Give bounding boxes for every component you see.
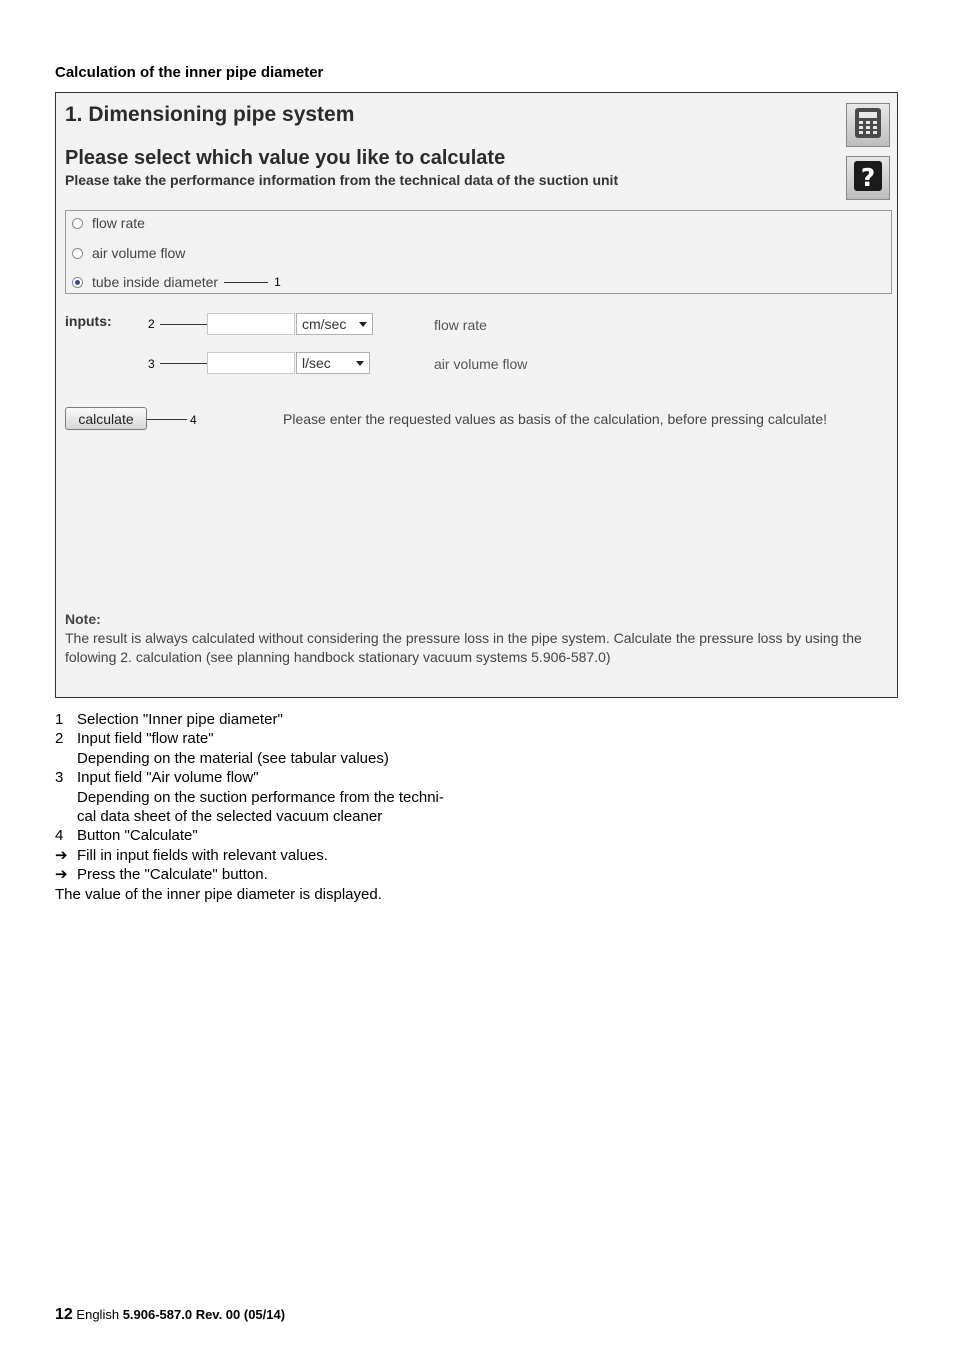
radio-label: air volume flow: [92, 245, 186, 261]
select-value: cm/sec: [302, 316, 347, 332]
callout-line: [224, 282, 268, 283]
status-message: Please enter the requested values as basis of the calculation, before pressing calculate!: [283, 411, 827, 427]
inputs-label: inputs:: [65, 313, 112, 329]
section-title: Calculation of the inner pipe diameter: [55, 64, 324, 81]
legend-row: 3 Input field "Air volume flow": [55, 769, 259, 787]
legend-row: 1 Selection "Inner pipe diameter": [55, 711, 283, 728]
page-footer: [55, 1306, 285, 1324]
radio-option-air-volume-flow[interactable]: [72, 244, 185, 262]
calculate-button[interactable]: calculate: [65, 407, 147, 430]
flow-rate-label: flow rate: [434, 317, 487, 333]
chevron-down-icon: [356, 361, 364, 366]
calculator-icon: [854, 107, 882, 144]
legend-row: 2 Input field "flow rate": [55, 730, 214, 748]
radio-button[interactable]: [72, 218, 83, 229]
flow-rate-input[interactable]: [207, 313, 295, 335]
radio-option-tube-inside-diameter[interactable]: [72, 273, 281, 291]
note-text: The result is always calculated without considering the pressure loss in the pipe system. Calculate the pressure loss by using the folowing 2. calculation (see planning handbock stationary vacuum systems 5.906-587.0): [65, 630, 862, 665]
note-title: Note:: [65, 611, 101, 627]
flow-rate-unit-select[interactable]: [296, 313, 373, 335]
question-mark-icon: [853, 160, 883, 197]
footer-language: English: [76, 1307, 120, 1322]
document-number: 5.906-587.0 Rev. 00 (05/14): [122, 1307, 286, 1322]
legend-row: Depending on the material (see tabular values): [77, 749, 389, 767]
svg-text:?: ?: [860, 162, 876, 192]
air-volume-flow-input[interactable]: [207, 352, 295, 374]
app-hint: Please take the performance information from the technical data of the suction unit: [65, 172, 619, 188]
air-volume-flow-unit-select[interactable]: [296, 352, 370, 374]
chevron-down-icon: [359, 322, 367, 327]
callout-4: 4: [190, 413, 197, 427]
calculator-button[interactable]: [846, 103, 890, 147]
air-volume-flow-label: air volume flow: [434, 356, 528, 372]
callout-line: [147, 419, 187, 420]
select-value: l/sec: [302, 355, 331, 371]
arrow-icon: ➔: [55, 866, 68, 884]
callout-1: 1: [274, 275, 281, 289]
app-screenshot: [55, 92, 898, 698]
legend-row: Depending on the suction performance from the techni-: [77, 788, 444, 806]
legend-row: 4 Button "Calculate": [55, 827, 198, 845]
radio-label: flow rate: [92, 215, 145, 231]
radio-option-flow-rate[interactable]: [72, 214, 145, 232]
result-text: The value of the inner pipe diameter is displayed.: [55, 885, 382, 903]
radio-button[interactable]: [72, 248, 83, 259]
instruction-step: ➔ Fill in input fields with relevant values.: [55, 846, 328, 864]
instruction-step: ➔ Press the "Calculate" button.: [55, 866, 268, 884]
app-subtitle: Please select which value you like to calculate: [65, 147, 506, 169]
radio-label: tube inside diameter: [92, 274, 219, 290]
help-button[interactable]: [846, 156, 890, 200]
page-number: 12: [55, 1306, 73, 1323]
legend: [55, 710, 444, 904]
calculation-type-group: [65, 210, 892, 294]
radio-button-selected[interactable]: [72, 277, 83, 288]
legend-row: cal data sheet of the selected vacuum cleaner: [77, 808, 383, 826]
callout-2: 2: [148, 317, 155, 331]
app-title: 1. Dimensioning pipe system: [65, 103, 355, 126]
arrow-icon: ➔: [55, 846, 68, 864]
callout-3: 3: [148, 357, 155, 371]
